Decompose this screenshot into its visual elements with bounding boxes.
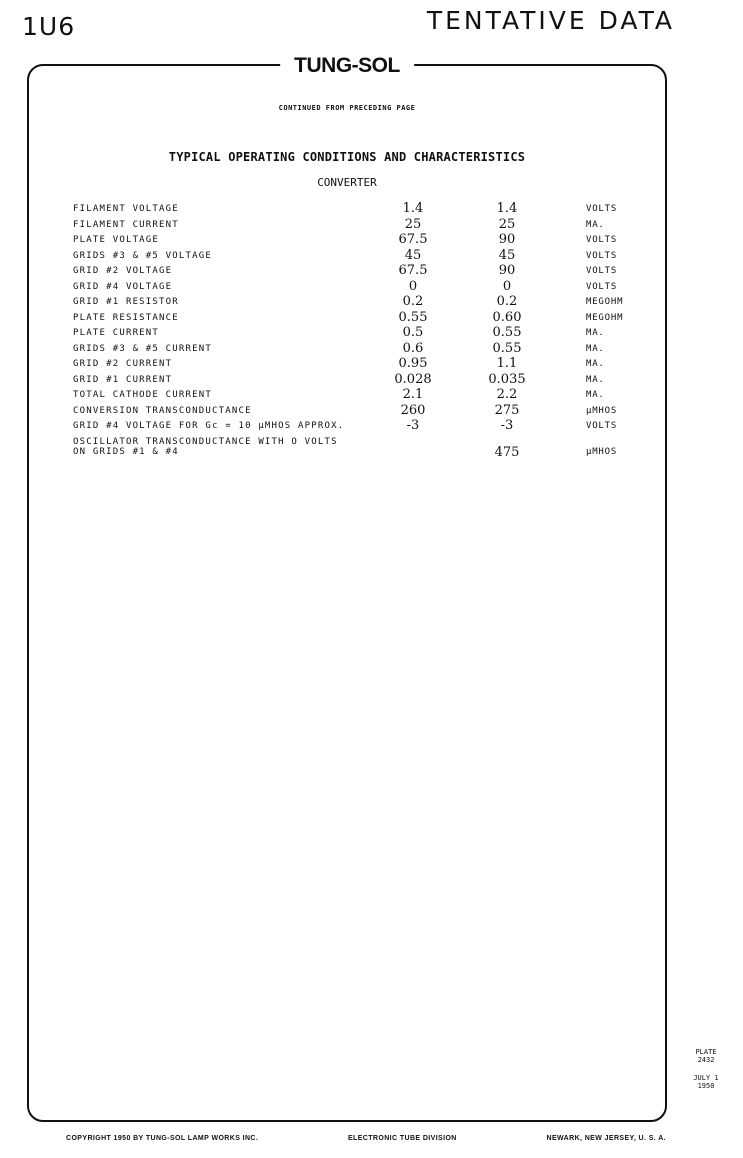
table-row: [73, 295, 653, 311]
value-col-1: 0.95: [398, 356, 428, 371]
value-col-1: 0: [408, 278, 418, 294]
value-col-2: 1.1: [496, 356, 518, 371]
value-col-1: 260: [400, 402, 426, 418]
value-col-2: 0.60: [492, 309, 522, 325]
row-unit: MA.: [586, 328, 605, 338]
row-unit: VOLTS: [586, 250, 618, 261]
table-row: [73, 202, 653, 218]
row-label: PLATE RESISTANCE: [73, 312, 179, 323]
table-row: [73, 280, 653, 296]
table-row: [73, 357, 653, 373]
table-row: [73, 311, 653, 327]
value-col-1: 0.5: [402, 325, 424, 340]
row-unit: VOLTS: [586, 204, 618, 214]
row-label: CONVERSION TRANSCONDUCTANCE: [73, 405, 252, 416]
row-unit: MA.: [586, 374, 605, 385]
value-col-2: 2.2: [496, 387, 518, 402]
row-label: PLATE CURRENT: [73, 328, 160, 338]
plate-number: PLATE 2432: [695, 1048, 717, 1064]
table-row: [73, 388, 653, 404]
table-row: [73, 342, 653, 358]
row-unit: VOLTS: [586, 281, 618, 292]
row-label: TOTAL CATHODE CURRENT: [73, 390, 212, 400]
value-col-1: 2.1: [402, 387, 424, 402]
row-label: GRID #2 CURRENT: [73, 359, 173, 369]
value-col-1: -3: [406, 418, 420, 433]
section-title: TYPICAL OPERATING CONDITIONS AND CHARACTERISTICS: [168, 150, 526, 164]
row-unit: µMHOS: [586, 405, 618, 416]
brand-logo: TUNG-SOL: [280, 54, 414, 78]
row-unit: MA.: [586, 390, 605, 400]
value-col-2: 0.035: [488, 371, 526, 387]
row-unit: MEGOHM: [586, 297, 624, 307]
value-col-2: 0.55: [492, 340, 522, 356]
row-label: GRIDS #3 & #5 CURRENT: [73, 343, 212, 354]
row-label: GRIDS #3 & #5 VOLTAGE: [73, 250, 212, 261]
issue-date: JULY 1 1950: [693, 1074, 719, 1090]
row-label: PLATE VOLTAGE: [73, 235, 160, 245]
value-col-2: 45: [498, 247, 516, 263]
value-col-1: 0.2: [402, 294, 424, 309]
value-col-1: 67.5: [398, 263, 428, 278]
row-label: GRID #4 VOLTAGE FOR Gc = 10 µMHOS APPROX.: [73, 421, 345, 431]
value-col-1: 45: [404, 247, 422, 263]
value-col-2: 90: [498, 263, 516, 278]
table-row: [73, 419, 653, 435]
value-col-2: 1.4: [496, 201, 518, 216]
value-col-2: 25: [498, 216, 516, 232]
table-row: [73, 326, 653, 342]
division-text: ELECTRONIC TUBE DIVISION: [347, 1135, 457, 1142]
row-unit: VOLTS: [586, 421, 618, 431]
row-unit: MA.: [586, 219, 605, 230]
table-row: [73, 249, 653, 265]
tube-type-title: 1U6: [22, 12, 76, 41]
row-unit: VOLTS: [586, 235, 618, 245]
row-label: GRID #1 CURRENT: [73, 374, 173, 385]
table-row: [73, 373, 653, 389]
table-row: [73, 264, 653, 280]
row-unit: MA.: [586, 343, 605, 354]
value-col-2: -3: [500, 418, 514, 433]
row-unit: MEGOHM: [586, 312, 624, 323]
copyright-text: COPYRIGHT 1950 BY TUNG-SOL LAMP WORKS INC.: [66, 1135, 259, 1142]
value-col-1: 0.028: [394, 371, 432, 387]
row-label: GRID #4 VOLTAGE: [73, 281, 173, 292]
value-col-1: 0.6: [402, 340, 424, 356]
row-label: GRID #1 RESISTOR: [73, 297, 179, 307]
row-unit: µMHOS: [586, 446, 618, 457]
table-row: [73, 435, 653, 463]
row-label: GRID #2 VOLTAGE: [73, 266, 173, 276]
footer: [66, 1135, 666, 1142]
value-col-2: 475: [494, 444, 520, 460]
table-row: [73, 233, 653, 249]
datasheet-frame: [27, 54, 667, 1122]
value-col-2: 0: [502, 278, 512, 294]
row-label: FILAMENT VOLTAGE: [73, 204, 179, 214]
row-unit: VOLTS: [586, 266, 618, 276]
row-unit: MA.: [586, 359, 605, 369]
characteristics-table: [73, 202, 653, 463]
value-col-2: 0.55: [492, 325, 522, 340]
continued-note: CONTINUED FROM PRECEDING PAGE: [278, 104, 416, 112]
row-label: FILAMENT CURRENT: [73, 219, 179, 230]
value-col-1: 25: [404, 216, 422, 232]
value-col-2: 275: [494, 402, 520, 418]
converter-subtitle: CONVERTER: [317, 176, 377, 189]
tentative-data-heading: TENTATIVE DATA: [426, 6, 675, 35]
value-col-2: 0.2: [496, 294, 518, 309]
value-col-1: 0.55: [398, 309, 428, 325]
location-text: NEWARK, NEW JERSEY, U. S. A.: [546, 1135, 666, 1142]
value-col-2: 90: [498, 232, 516, 247]
row-label: OSCILLATOR TRANSCONDUCTANCE WITH O VOLTS ON GRIDS #1 & #4: [73, 436, 338, 457]
value-col-1: 67.5: [398, 232, 428, 247]
value-col-1: 1.4: [402, 201, 424, 216]
table-row: [73, 218, 653, 234]
table-row: [73, 404, 653, 420]
